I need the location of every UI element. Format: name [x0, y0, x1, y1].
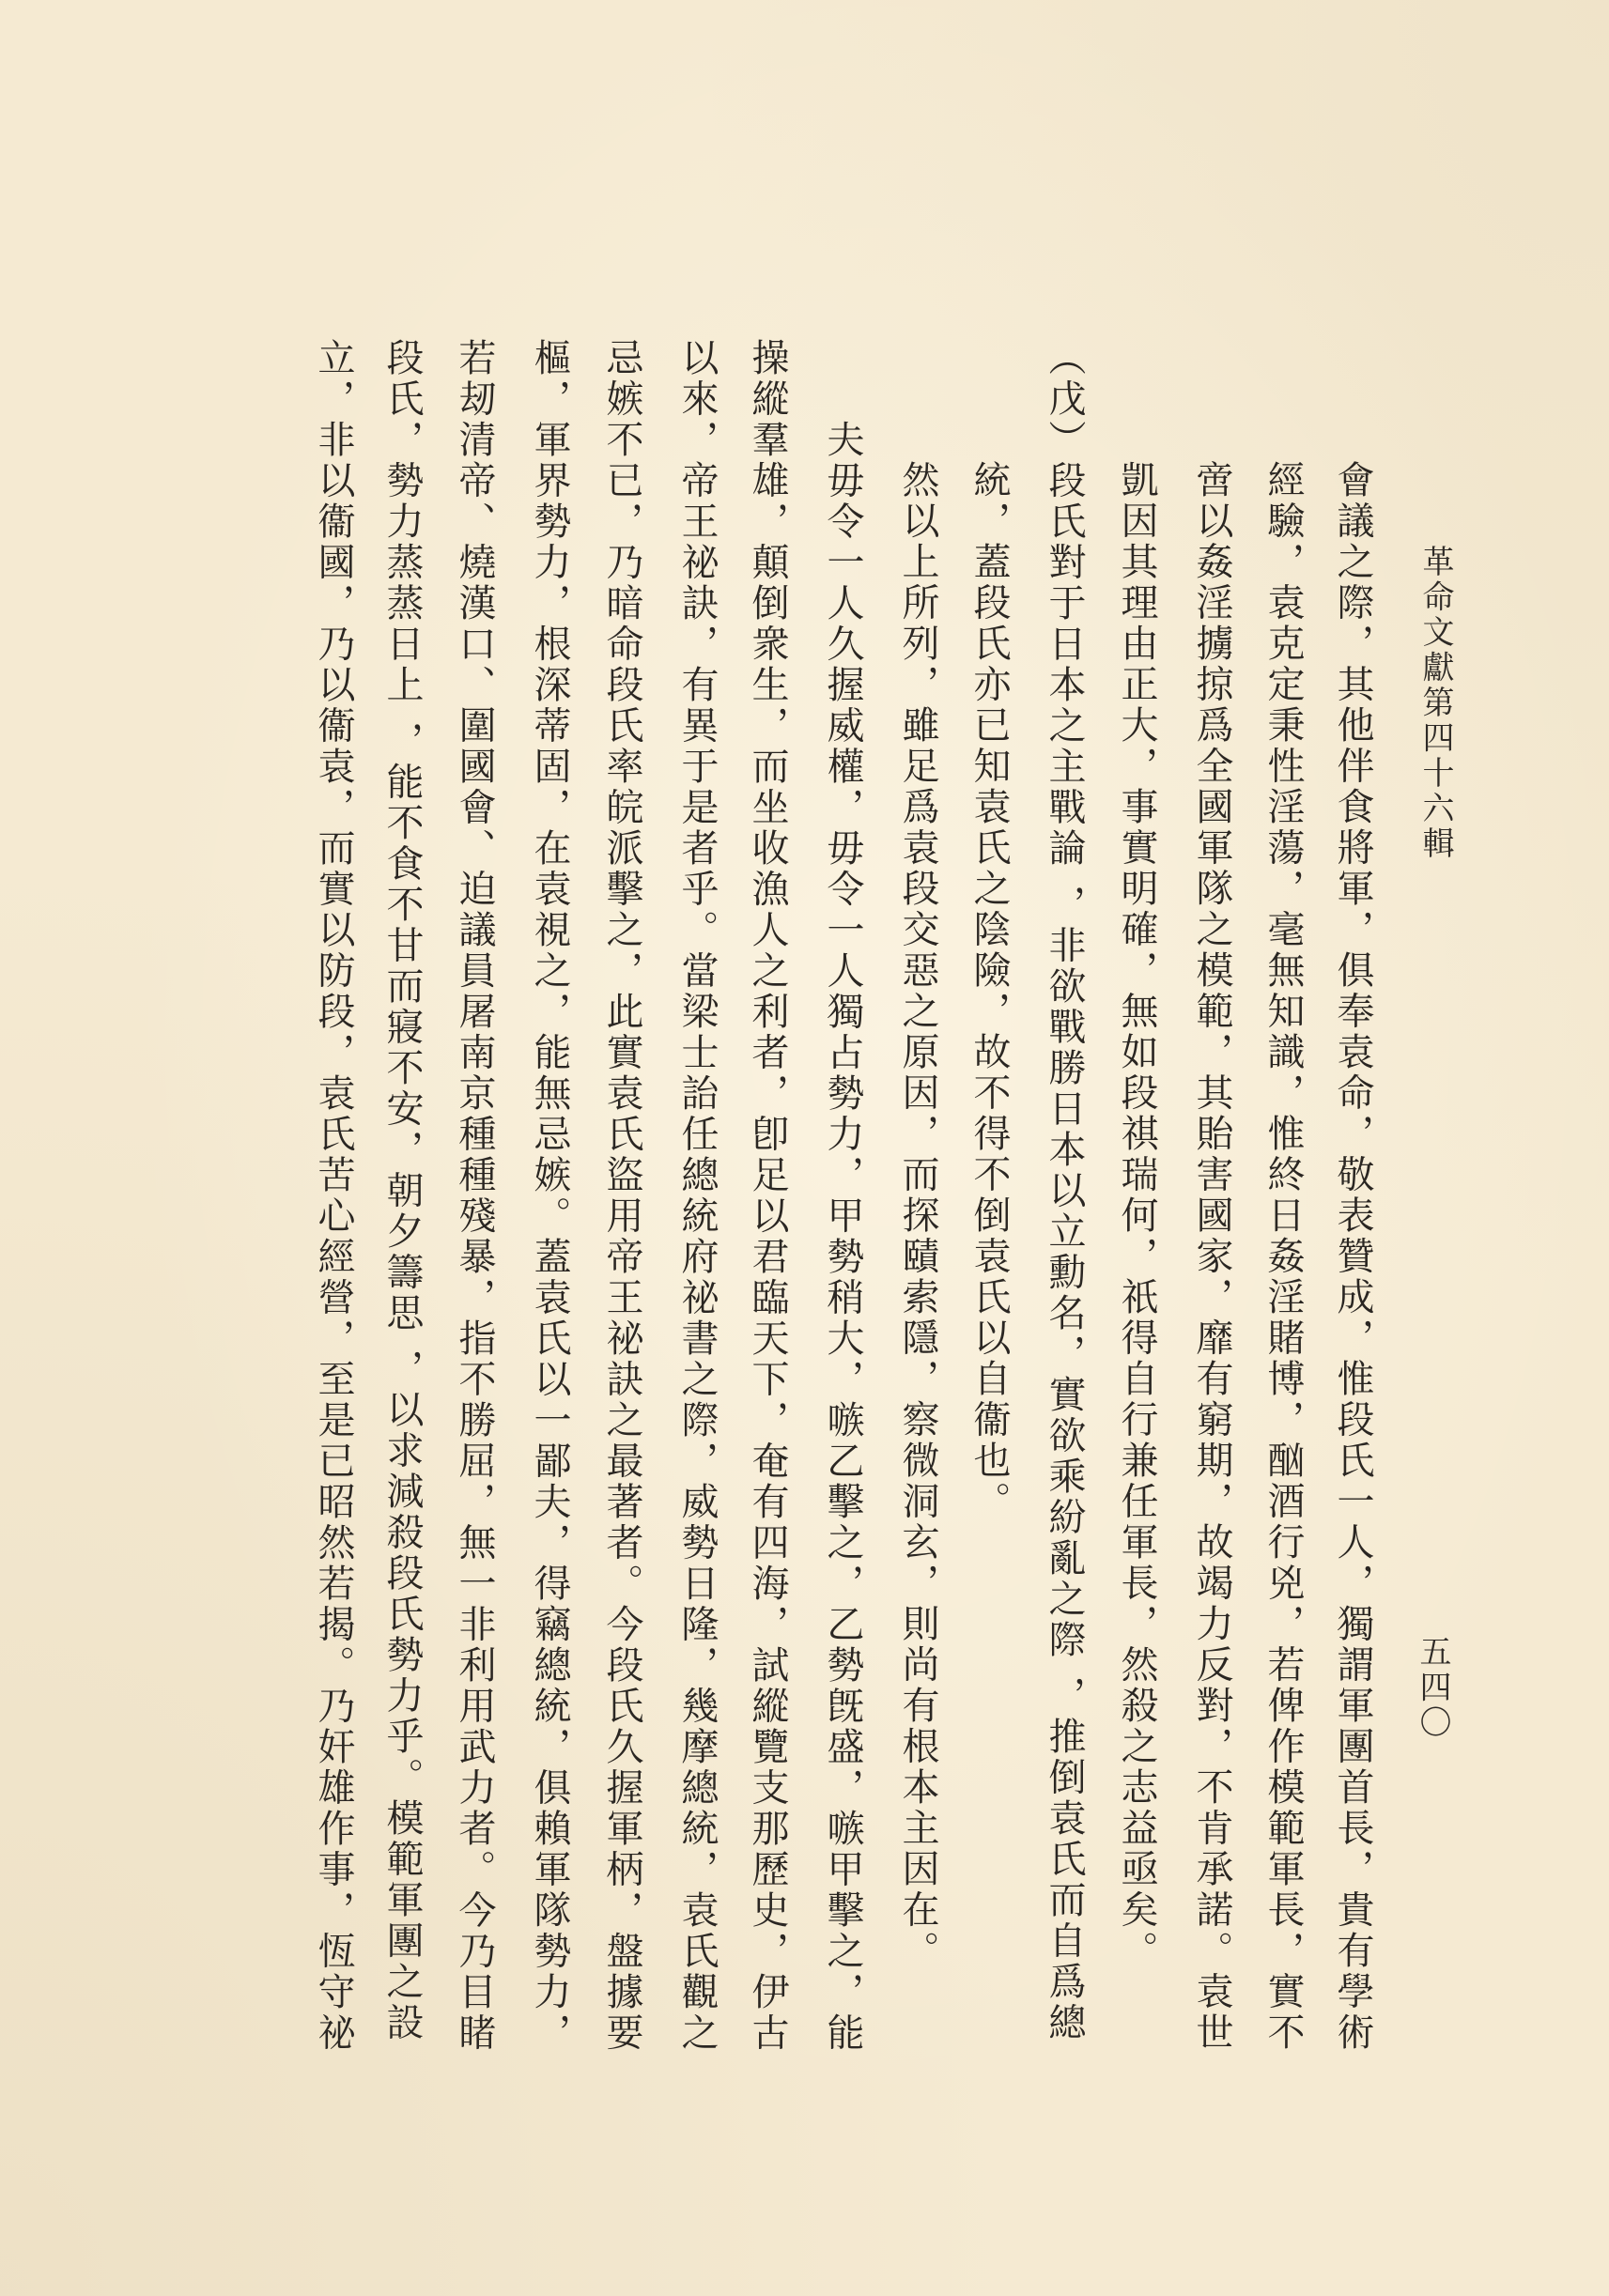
text-column-9: 操縱羣雄，顛倒衆生，而坐收漁人之利者，卽足以君臨天下，奄有四海，試縱覽支那歷史，伊古 — [746, 338, 789, 2054]
text-column-11: 忌嫉不已，乃暗命段氏率皖派擊之，此實袁氏盜用帝王祕訣之最著者。今段氏久握軍柄，盤據要 — [600, 338, 643, 2054]
text-column-5-section-wu: （戊）段氏對于日本之主戰論 ，非欲戰勝日本以立勳名，實欲乘紛亂之際 ，推倒袁氏而自爲總 — [1043, 338, 1086, 2043]
text-column-8-paragraph-start: 夫毋令一人久握威權，毋令一人獨占勢力，甲勢稍大，嗾乙擊之，乙勢旣盛，嗾甲擊之，能 — [821, 420, 864, 2054]
text-column-1: 會議之際，其他伴食將軍，俱奉袁命，敬表贊成，惟段氏一人，獨謂軍團首長，貴有學術 — [1331, 460, 1374, 2054]
page-number: 五四〇 — [1414, 1635, 1451, 1741]
text-column-6: 統，蓋段氏亦已知袁氏之陰險，故不得不倒袁氏以自衞也。 — [967, 460, 1011, 1522]
text-column-7-paragraph-start: 然以上所列，雖足爲袁段交惡之原因，而探賾索隱，察微洞玄，則尚有根本主因在。 — [896, 460, 939, 1972]
text-column-14: 段氏，勢力蒸蒸日上 ，能不食不甘而寢不安，朝夕籌思 ，以求減殺段氏勢力乎。模範軍團之設 — [380, 338, 424, 2043]
text-column-3: 啻以姦淫擄掠爲全國軍隊之模範，其貽害國家，靡有窮期，故竭力反對，不肯承諾。袁世 — [1190, 460, 1233, 2054]
text-column-4: 凱因其理由正大，事實明確，無如段祺瑞何，祇得自行兼任軍長，然殺之志益亟矣。 — [1115, 460, 1158, 1972]
text-column-15: 立，非以衞國，乃以衞袁，而實以防段，袁氏苦心經營，至是已昭然若揭。乃奸雄作事，恆守祕 — [312, 338, 355, 2054]
text-column-13: 若刼清帝、燒漢口、圍國會、迫議員屠南京種種殘暴，指不勝屈，無一非利用武力者。今乃目睹 — [453, 338, 496, 2054]
text-column-12: 樞，軍界勢力，根深蒂固，在袁視之，能無忌嫉。蓋袁氏以一鄙夫，得竊總統，俱賴軍隊勢力， — [528, 338, 571, 2054]
text-column-2: 經驗，袁克定秉性淫蕩，毫無知識，惟終日姦淫賭博，酗酒行兇，若俾作模範軍長，實不 — [1261, 460, 1305, 2054]
running-header: 革命文獻第四十六輯 — [1416, 545, 1454, 862]
text-column-10: 以來，帝王祕訣，有異于是者乎。當梁士詒任總統府祕書之際，威勢日隆，幾摩總統，袁氏觀之 — [675, 338, 719, 2054]
